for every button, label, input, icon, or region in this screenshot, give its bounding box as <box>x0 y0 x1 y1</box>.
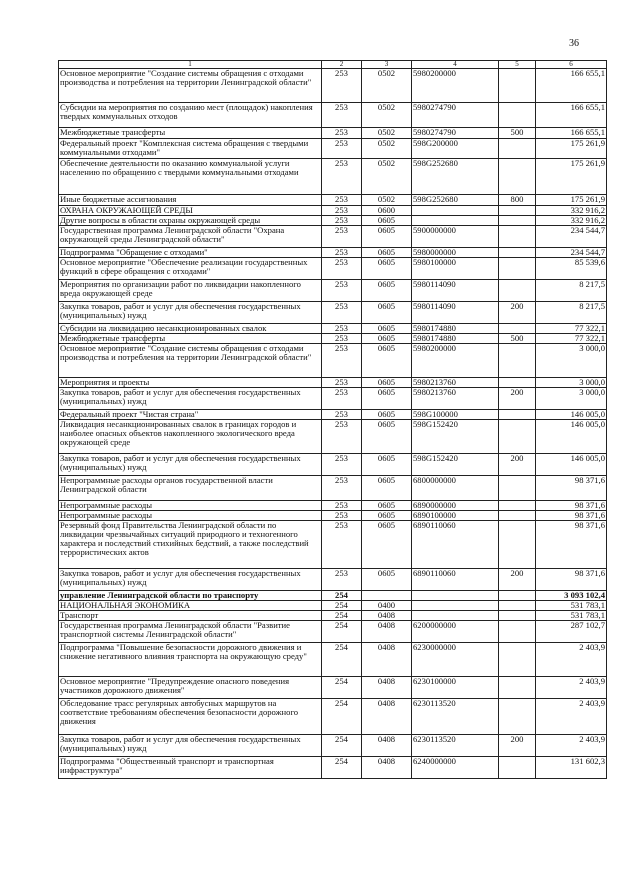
amount-cell: 2 403,9 <box>536 699 607 735</box>
expense-type-cell: 200 <box>499 388 536 410</box>
section-code-cell: 0408 <box>362 699 412 735</box>
expense-type-cell <box>499 69 536 103</box>
ministry-code-cell: 253 <box>322 128 362 139</box>
budget-table <box>58 60 607 779</box>
amount-cell: 2 403,9 <box>536 643 607 677</box>
expense-type-cell <box>499 248 536 258</box>
section-code-cell: 0408 <box>362 643 412 677</box>
section-code-cell: 0502 <box>362 159 412 195</box>
table-row <box>59 410 607 420</box>
expense-type-cell <box>499 410 536 420</box>
section-code-cell: 0408 <box>362 735 412 757</box>
target-article-cell: 598G252680 <box>412 195 499 206</box>
target-article-cell <box>412 591 499 601</box>
target-article-cell: 5980213760 <box>412 388 499 410</box>
row-name-cell: Закупка товаров, работ и услуг для обеспечения государственных (муниципальных) нужд <box>59 735 322 757</box>
expense-type-cell <box>499 757 536 779</box>
ministry-code-cell: 253 <box>322 378 362 388</box>
row-name-cell: Основное мероприятие "Обеспечение реализации государственных функций в сфере обращения с отходами" <box>59 258 322 280</box>
section-code-cell: 0605 <box>362 420 412 454</box>
expense-type-cell: 200 <box>499 569 536 591</box>
amount-cell: 146 005,0 <box>536 410 607 420</box>
ministry-code-cell: 253 <box>322 334 362 344</box>
table-row <box>59 139 607 159</box>
target-article-cell: 5900000000 <box>412 226 499 248</box>
row-name-cell: Государственная программа Ленинградской области "Развитие транспортной системы Ленинградской области" <box>59 621 322 643</box>
ministry-code-cell: 253 <box>322 280 362 302</box>
row-name-cell: ОХРАНА ОКРУЖАЮЩЕЙ СРЕДЫ <box>59 206 322 216</box>
row-name-cell: Закупка товаров, работ и услуг для обеспечения государственных (муниципальных) нужд <box>59 454 322 476</box>
target-article-cell: 5980174880 <box>412 324 499 334</box>
table-row <box>59 611 607 621</box>
table-row <box>59 248 607 258</box>
expense-type-cell <box>499 378 536 388</box>
section-code-cell: 0502 <box>362 139 412 159</box>
amount-cell: 166 655,1 <box>536 103 607 128</box>
ministry-code-cell: 253 <box>322 501 362 511</box>
ministry-code-cell: 253 <box>322 521 362 569</box>
row-name-cell: управление Ленинградской области по транспорту <box>59 591 322 601</box>
section-code-cell: 0605 <box>362 334 412 344</box>
ministry-code-cell: 254 <box>322 677 362 699</box>
expense-type-cell <box>499 324 536 334</box>
section-code-cell: 0600 <box>362 206 412 216</box>
amount-cell: 166 655,1 <box>536 69 607 103</box>
expense-type-cell: 500 <box>499 334 536 344</box>
ministry-code-cell: 253 <box>322 248 362 258</box>
target-article-cell: 598G252680 <box>412 159 499 195</box>
column-header: 2 <box>322 61 362 69</box>
amount-cell: 3 000,0 <box>536 388 607 410</box>
section-code-cell: 0605 <box>362 248 412 258</box>
target-article-cell <box>412 611 499 621</box>
table-row <box>59 591 607 601</box>
row-name-cell: Иные бюджетные ассигнования <box>59 195 322 206</box>
section-code-cell: 0502 <box>362 69 412 103</box>
row-name-cell: Ликвидация несанкционированных свалок в границах городов и наиболее опасных объектов накопленного экологического вреда окружающей среде <box>59 420 322 454</box>
expense-type-cell <box>499 611 536 621</box>
section-code-cell: 0502 <box>362 128 412 139</box>
column-header: 5 <box>499 61 536 69</box>
section-code-cell: 0605 <box>362 454 412 476</box>
table-row <box>59 103 607 128</box>
target-article-cell: 5980274790 <box>412 128 499 139</box>
table-row <box>59 159 607 195</box>
expense-type-cell <box>499 677 536 699</box>
target-article-cell: 6230113520 <box>412 735 499 757</box>
row-name-cell: Государственная программа Ленинградской области "Охрана окружающей среды Ленинградской области" <box>59 226 322 248</box>
table-row <box>59 258 607 280</box>
amount-cell: 146 005,0 <box>536 420 607 454</box>
ministry-code-cell: 254 <box>322 621 362 643</box>
row-name-cell: Закупка товаров, работ и услуг для обеспечения государственных (муниципальных) нужд <box>59 569 322 591</box>
table-row <box>59 569 607 591</box>
table-row <box>59 511 607 521</box>
amount-cell: 287 102,7 <box>536 621 607 643</box>
target-article-cell: 6890000000 <box>412 501 499 511</box>
row-name-cell: Основное мероприятие "Предупреждение опасного поведения участников дорожного движения" <box>59 677 322 699</box>
amount-cell: 332 916,2 <box>536 206 607 216</box>
ministry-code-cell: 254 <box>322 757 362 779</box>
section-code-cell: 0605 <box>362 511 412 521</box>
target-article-cell: 5980174880 <box>412 334 499 344</box>
column-header: 1 <box>59 61 322 69</box>
target-article-cell: 598G100000 <box>412 410 499 420</box>
ministry-code-cell: 254 <box>322 699 362 735</box>
amount-cell: 531 783,1 <box>536 601 607 611</box>
ministry-code-cell: 254 <box>322 591 362 601</box>
expense-type-cell <box>499 591 536 601</box>
expense-type-cell <box>499 643 536 677</box>
table-row <box>59 521 607 569</box>
ministry-code-cell: 253 <box>322 103 362 128</box>
row-name-cell: Мероприятия по организации работ по ликвидации накопленного вреда окружающей среде <box>59 280 322 302</box>
column-header: 4 <box>412 61 499 69</box>
section-code-cell: 0605 <box>362 302 412 324</box>
target-article-cell: 5980200000 <box>412 344 499 378</box>
expense-type-cell <box>499 501 536 511</box>
row-name-cell: Основное мероприятие "Создание системы обращения с отходами производства и потребления на территории Ленинградской области" <box>59 69 322 103</box>
table-row <box>59 643 607 677</box>
ministry-code-cell: 254 <box>322 643 362 677</box>
section-code-cell: 0605 <box>362 324 412 334</box>
target-article-cell: 5980213760 <box>412 378 499 388</box>
expense-type-cell <box>499 511 536 521</box>
ministry-code-cell: 253 <box>322 302 362 324</box>
section-code-cell: 0502 <box>362 195 412 206</box>
section-code-cell: 0408 <box>362 611 412 621</box>
section-code-cell: 0502 <box>362 103 412 128</box>
target-article-cell: 6890100000 <box>412 511 499 521</box>
row-name-cell: Подпрограмма "Повышение безопасности дорожного движения и снижение негативного влияния транспорта на окружающую среду" <box>59 643 322 677</box>
expense-type-cell: 800 <box>499 195 536 206</box>
section-code-cell: 0605 <box>362 476 412 501</box>
target-article-cell: 6200000000 <box>412 621 499 643</box>
target-article-cell: 5980114090 <box>412 280 499 302</box>
target-article-cell: 598G200000 <box>412 139 499 159</box>
table-row <box>59 128 607 139</box>
target-article-cell: 5980274790 <box>412 103 499 128</box>
row-name-cell: Основное мероприятие "Создание системы обращения с отходами производства и потребления на территории Ленинградской области" <box>59 344 322 378</box>
row-name-cell: НАЦИОНАЛЬНАЯ ЭКОНОМИКА <box>59 601 322 611</box>
table-row <box>59 378 607 388</box>
target-article-cell: 5980000000 <box>412 248 499 258</box>
row-name-cell: Непрограммные расходы <box>59 501 322 511</box>
amount-cell: 98 371,6 <box>536 569 607 591</box>
section-code-cell: 0605 <box>362 501 412 511</box>
target-article-cell <box>412 206 499 216</box>
table-row <box>59 216 607 226</box>
section-code-cell: 0605 <box>362 410 412 420</box>
column-header: 3 <box>362 61 412 69</box>
target-article-cell <box>412 216 499 226</box>
expense-type-cell <box>499 280 536 302</box>
amount-cell: 175 261,9 <box>536 195 607 206</box>
ministry-code-cell: 253 <box>322 388 362 410</box>
expense-type-cell: 200 <box>499 302 536 324</box>
table-row <box>59 420 607 454</box>
amount-cell: 175 261,9 <box>536 139 607 159</box>
expense-type-cell: 200 <box>499 735 536 757</box>
table-row <box>59 302 607 324</box>
amount-cell: 85 539,6 <box>536 258 607 280</box>
row-name-cell: Субсидии на мероприятия по созданию мест (площадок) накопления твердых коммунальных отходов <box>59 103 322 128</box>
ministry-code-cell: 253 <box>322 69 362 103</box>
target-article-cell: 6230000000 <box>412 643 499 677</box>
section-code-cell: 0605 <box>362 378 412 388</box>
amount-cell: 98 371,6 <box>536 521 607 569</box>
ministry-code-cell: 253 <box>322 206 362 216</box>
row-name-cell: Мероприятия и проекты <box>59 378 322 388</box>
target-article-cell: 6240000000 <box>412 757 499 779</box>
table-row <box>59 344 607 378</box>
ministry-code-cell: 253 <box>322 420 362 454</box>
table-row <box>59 454 607 476</box>
expense-type-cell <box>499 216 536 226</box>
ministry-code-cell: 254 <box>322 735 362 757</box>
row-name-cell: Транспорт <box>59 611 322 621</box>
ministry-code-cell: 253 <box>322 216 362 226</box>
target-article-cell: 598G152420 <box>412 454 499 476</box>
target-article-cell: 6230100000 <box>412 677 499 699</box>
table-row <box>59 501 607 511</box>
ministry-code-cell: 253 <box>322 258 362 280</box>
expense-type-cell <box>499 621 536 643</box>
expense-type-cell <box>499 521 536 569</box>
section-code-cell: 0605 <box>362 344 412 378</box>
expense-type-cell <box>499 258 536 280</box>
expense-type-cell <box>499 159 536 195</box>
section-code-cell: 0605 <box>362 569 412 591</box>
amount-cell: 332 916,2 <box>536 216 607 226</box>
ministry-code-cell: 253 <box>322 454 362 476</box>
amount-cell: 166 655,1 <box>536 128 607 139</box>
table-row <box>59 601 607 611</box>
target-article-cell: 6890110060 <box>412 521 499 569</box>
page-number: 36 <box>569 38 579 49</box>
expense-type-cell <box>499 699 536 735</box>
table-row <box>59 280 607 302</box>
row-name-cell: Непрограммные расходы органов государственной власти Ленинградской области <box>59 476 322 501</box>
amount-cell: 3 000,0 <box>536 378 607 388</box>
row-name-cell: Непрограммные расходы <box>59 511 322 521</box>
amount-cell: 2 403,9 <box>536 735 607 757</box>
section-code-cell: 0408 <box>362 677 412 699</box>
table-row <box>59 757 607 779</box>
section-code-cell: 0605 <box>362 521 412 569</box>
expense-type-cell <box>499 206 536 216</box>
ministry-code-cell: 253 <box>322 410 362 420</box>
ministry-code-cell: 253 <box>322 476 362 501</box>
row-name-cell: Межбюджетные трансферты <box>59 334 322 344</box>
section-code-cell: 0605 <box>362 226 412 248</box>
expense-type-cell <box>499 226 536 248</box>
expense-type-cell: 200 <box>499 454 536 476</box>
section-code-cell: 0605 <box>362 258 412 280</box>
ministry-code-cell: 253 <box>322 195 362 206</box>
section-code-cell: 0605 <box>362 280 412 302</box>
amount-cell: 131 602,3 <box>536 757 607 779</box>
amount-cell: 531 783,1 <box>536 611 607 621</box>
table-row <box>59 735 607 757</box>
row-name-cell: Межбюджетные трансферты <box>59 128 322 139</box>
table-row <box>59 69 607 103</box>
section-code-cell: 0400 <box>362 601 412 611</box>
ministry-code-cell: 253 <box>322 159 362 195</box>
amount-cell: 77 322,1 <box>536 324 607 334</box>
row-name-cell: Резервный фонд Правительства Ленинградской области по ликвидации чрезвычайных ситуаций природного и техногенного характера и последствий стихийных бедствий, а также последствий террористических актов <box>59 521 322 569</box>
column-header: 6 <box>536 61 607 69</box>
amount-cell: 98 371,6 <box>536 501 607 511</box>
ministry-code-cell: 253 <box>322 344 362 378</box>
table-row <box>59 324 607 334</box>
table-row <box>59 195 607 206</box>
row-name-cell: Федеральный проект "Комплексная система обращения с твердыми коммунальными отходами" <box>59 139 322 159</box>
expense-type-cell <box>499 344 536 378</box>
ministry-code-cell: 254 <box>322 611 362 621</box>
target-article-cell: 6890110060 <box>412 569 499 591</box>
table-row <box>59 677 607 699</box>
amount-cell: 3 000,0 <box>536 344 607 378</box>
target-article-cell: 5980114090 <box>412 302 499 324</box>
expense-type-cell <box>499 420 536 454</box>
expense-type-cell: 500 <box>499 128 536 139</box>
amount-cell: 146 005,0 <box>536 454 607 476</box>
target-article-cell <box>412 601 499 611</box>
row-name-cell: Подпрограмма "Обращение с отходами" <box>59 248 322 258</box>
expense-type-cell <box>499 139 536 159</box>
target-article-cell: 5980200000 <box>412 69 499 103</box>
expense-type-cell <box>499 476 536 501</box>
amount-cell: 175 261,9 <box>536 159 607 195</box>
row-name-cell: Закупка товаров, работ и услуг для обеспечения государственных (муниципальных) нужд <box>59 388 322 410</box>
amount-cell: 8 217,5 <box>536 302 607 324</box>
row-name-cell: Субсидии на ликвидацию несанкционированных свалок <box>59 324 322 334</box>
ministry-code-cell: 253 <box>322 324 362 334</box>
section-code-cell: 0408 <box>362 621 412 643</box>
column-number-row <box>59 61 607 69</box>
amount-cell: 3 093 102,4 <box>536 591 607 601</box>
amount-cell: 98 371,6 <box>536 476 607 501</box>
section-code-cell: 0605 <box>362 388 412 410</box>
table-row <box>59 699 607 735</box>
section-code-cell <box>362 591 412 601</box>
target-article-cell: 598G152420 <box>412 420 499 454</box>
expense-type-cell <box>499 601 536 611</box>
amount-cell: 234 544,7 <box>536 226 607 248</box>
amount-cell: 8 217,5 <box>536 280 607 302</box>
amount-cell: 98 371,6 <box>536 511 607 521</box>
ministry-code-cell: 253 <box>322 139 362 159</box>
table-body <box>59 69 607 779</box>
amount-cell: 2 403,9 <box>536 677 607 699</box>
row-name-cell: Обеспечение деятельности по оказанию коммунальной услуги населению по обращению с твердыми коммунальными отходами <box>59 159 322 195</box>
table-row <box>59 476 607 501</box>
table-row <box>59 334 607 344</box>
ministry-code-cell: 253 <box>322 226 362 248</box>
table-row <box>59 206 607 216</box>
row-name-cell: Подпрограмма "Общественный транспорт и транспортная инфраструктура" <box>59 757 322 779</box>
row-name-cell: Обследование трасс регулярных автобусных маршрутов на соответствие требованиям обеспечения безопасности дорожного движения <box>59 699 322 735</box>
row-name-cell: Закупка товаров, работ и услуг для обеспечения государственных (муниципальных) нужд <box>59 302 322 324</box>
ministry-code-cell: 253 <box>322 511 362 521</box>
amount-cell: 234 544,7 <box>536 248 607 258</box>
target-article-cell: 5980100000 <box>412 258 499 280</box>
target-article-cell: 6800000000 <box>412 476 499 501</box>
row-name-cell: Другие вопросы в области охраны окружающей среды <box>59 216 322 226</box>
ministry-code-cell: 254 <box>322 601 362 611</box>
section-code-cell: 0408 <box>362 757 412 779</box>
expense-type-cell <box>499 103 536 128</box>
ministry-code-cell: 253 <box>322 569 362 591</box>
section-code-cell: 0605 <box>362 216 412 226</box>
target-article-cell: 6230113520 <box>412 699 499 735</box>
table-row <box>59 621 607 643</box>
amount-cell: 77 322,1 <box>536 334 607 344</box>
table-row <box>59 388 607 410</box>
table-row <box>59 226 607 248</box>
row-name-cell: Федеральный проект "Чистая страна" <box>59 410 322 420</box>
